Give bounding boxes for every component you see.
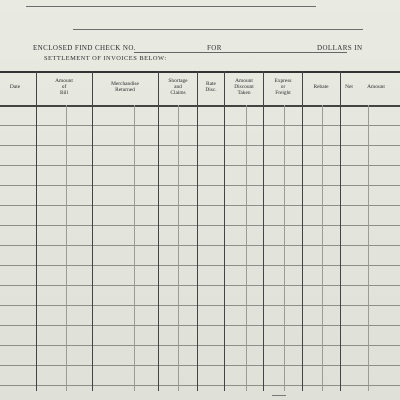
column-divider	[158, 71, 159, 391]
header-shortage-claims: Shortage and Claims	[168, 78, 188, 97]
column-subdivider	[284, 105, 285, 391]
header-amount-of-bill: Amount of Bill	[55, 78, 73, 97]
column-divider	[36, 71, 37, 391]
header-amount: Amount	[367, 84, 385, 90]
column-subdivider	[322, 105, 323, 391]
for-label: FOR	[207, 44, 222, 52]
header-merchandise-returned: Merchandise Returned	[111, 81, 139, 94]
column-divider	[197, 71, 198, 391]
column-divider	[92, 71, 93, 391]
dollars-label: DOLLARS IN	[317, 44, 363, 52]
column-divider	[302, 71, 303, 391]
check-number-field[interactable]	[134, 52, 235, 53]
enclosed-prefix: ENCLOSED FIND CHECK NO.	[33, 44, 136, 52]
bottom-rule-mark	[272, 395, 286, 396]
top-rule-2	[73, 29, 363, 30]
column-subdivider	[134, 105, 135, 391]
column-subdivider	[178, 105, 179, 391]
column-divider	[224, 71, 225, 391]
column-divider	[340, 71, 341, 391]
top-rule-1	[26, 6, 316, 7]
settlement-text: SETTLEMENT OF INVOICES BELOW:	[44, 55, 167, 62]
column-subdivider	[246, 105, 247, 391]
invoice-table	[0, 71, 400, 391]
amount-field[interactable]	[223, 52, 347, 53]
header-rebate: Rebate	[313, 84, 329, 90]
header-date: Date	[9, 84, 21, 90]
column-subdivider	[66, 105, 67, 391]
column-subdivider	[368, 105, 369, 391]
header-amount-discount-taken: Amount Discount Taken	[234, 78, 254, 97]
column-divider	[263, 71, 264, 391]
header-rate-disc: Rate Disc.	[205, 81, 217, 94]
header-net: Net	[345, 84, 353, 90]
header-express-freight: Express or Freight	[274, 78, 292, 97]
